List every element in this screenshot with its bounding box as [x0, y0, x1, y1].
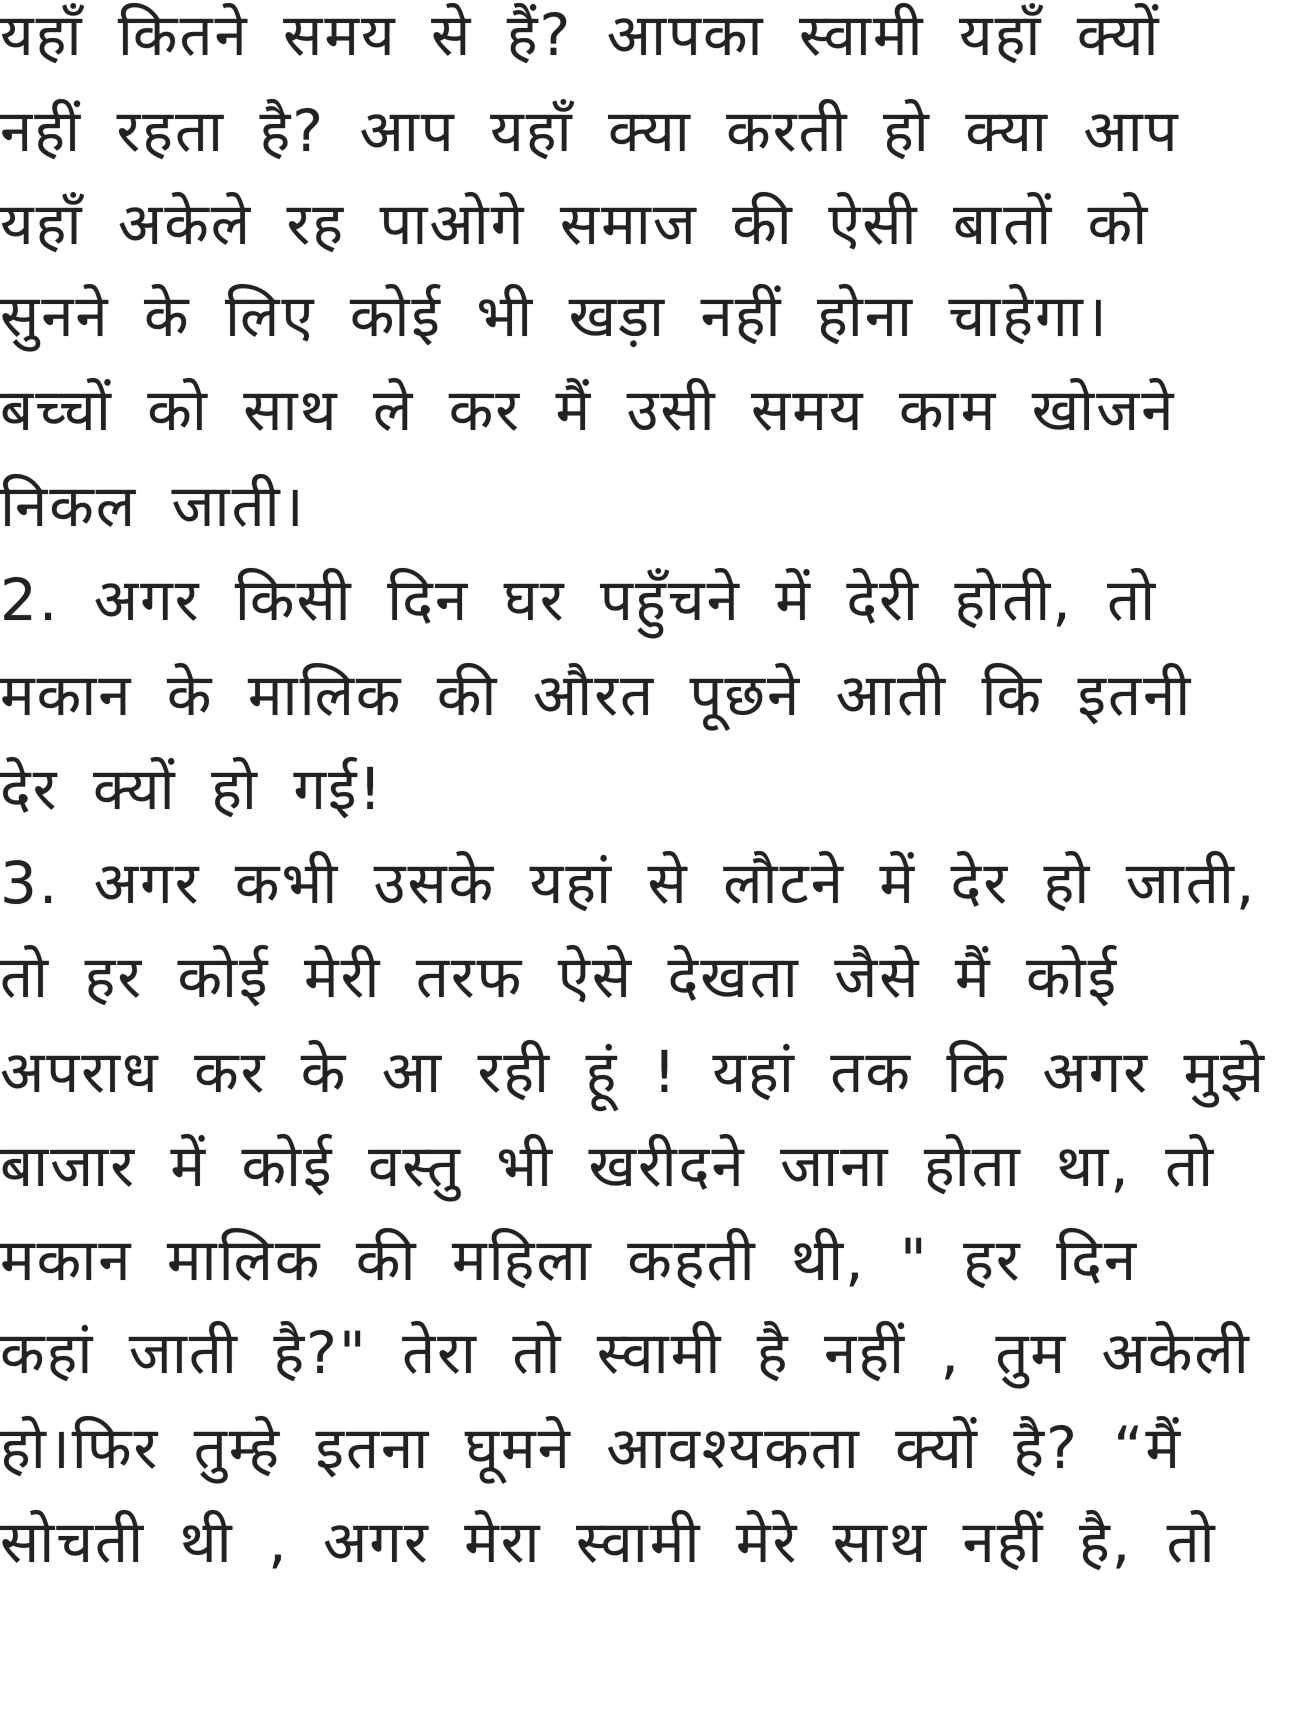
text-line-9: देर क्यों हो गई! — [0, 755, 384, 823]
text-line-2: नहीं रहता है? आप यहाँ क्या करती हो क्या आप — [0, 97, 1180, 165]
text-line-4: सुनने के लिए कोई भी खड़ा नहीं होना चाहेगा। — [0, 282, 1109, 350]
text-line-12: अपराध कर के आ रही हूं ! यहां तक कि अगर मुझे — [0, 1038, 1266, 1106]
text-line-16: हो।फिर तुम्हे इतना घूमने आवश्यकता क्यों है? “मैं — [0, 1414, 1183, 1482]
text-line-13: बाजार में कोई वस्तु भी खरीदने जाना होता था, तो — [0, 1132, 1216, 1200]
text-line-5: बच्चों को साथ ले कर मैं उसी समय काम खोजने — [0, 376, 1176, 444]
text-line-14: मकान मालिक की महिला कहती थी, " हर दिन — [0, 1226, 1139, 1294]
text-line-1: यहाँ कितने समय से हैं? आपका स्वामी यहाँ क्यों — [0, 1, 1161, 69]
text-line-11: तो हर कोई मेरी तरफ ऐसे देखता जैसे मैं कोई — [0, 943, 1119, 1011]
text-line-10: 3. अगर कभी उसके यहां से लौटने में देर हो जाती, — [0, 849, 1257, 917]
text-line-7: 2. अगर किसी दिन घर पहुँचने में देरी होती, तो — [0, 566, 1158, 634]
text-line-17: सोचती थी , अगर मेरा स्वामी मेरे साथ नहीं है, तो — [0, 1508, 1217, 1576]
text-line-15: कहां जाती है?" तेरा तो स्वामी है नहीं , तुम अकेली — [0, 1319, 1251, 1387]
text-line-6: निकल जाती। — [0, 472, 306, 540]
text-line-8: मकान के मालिक की औरत पूछने आती कि इतनी — [0, 661, 1193, 729]
text-line-3: यहाँ अकेले रह पाओगे समाज की ऐसी बातों को — [0, 190, 1150, 258]
